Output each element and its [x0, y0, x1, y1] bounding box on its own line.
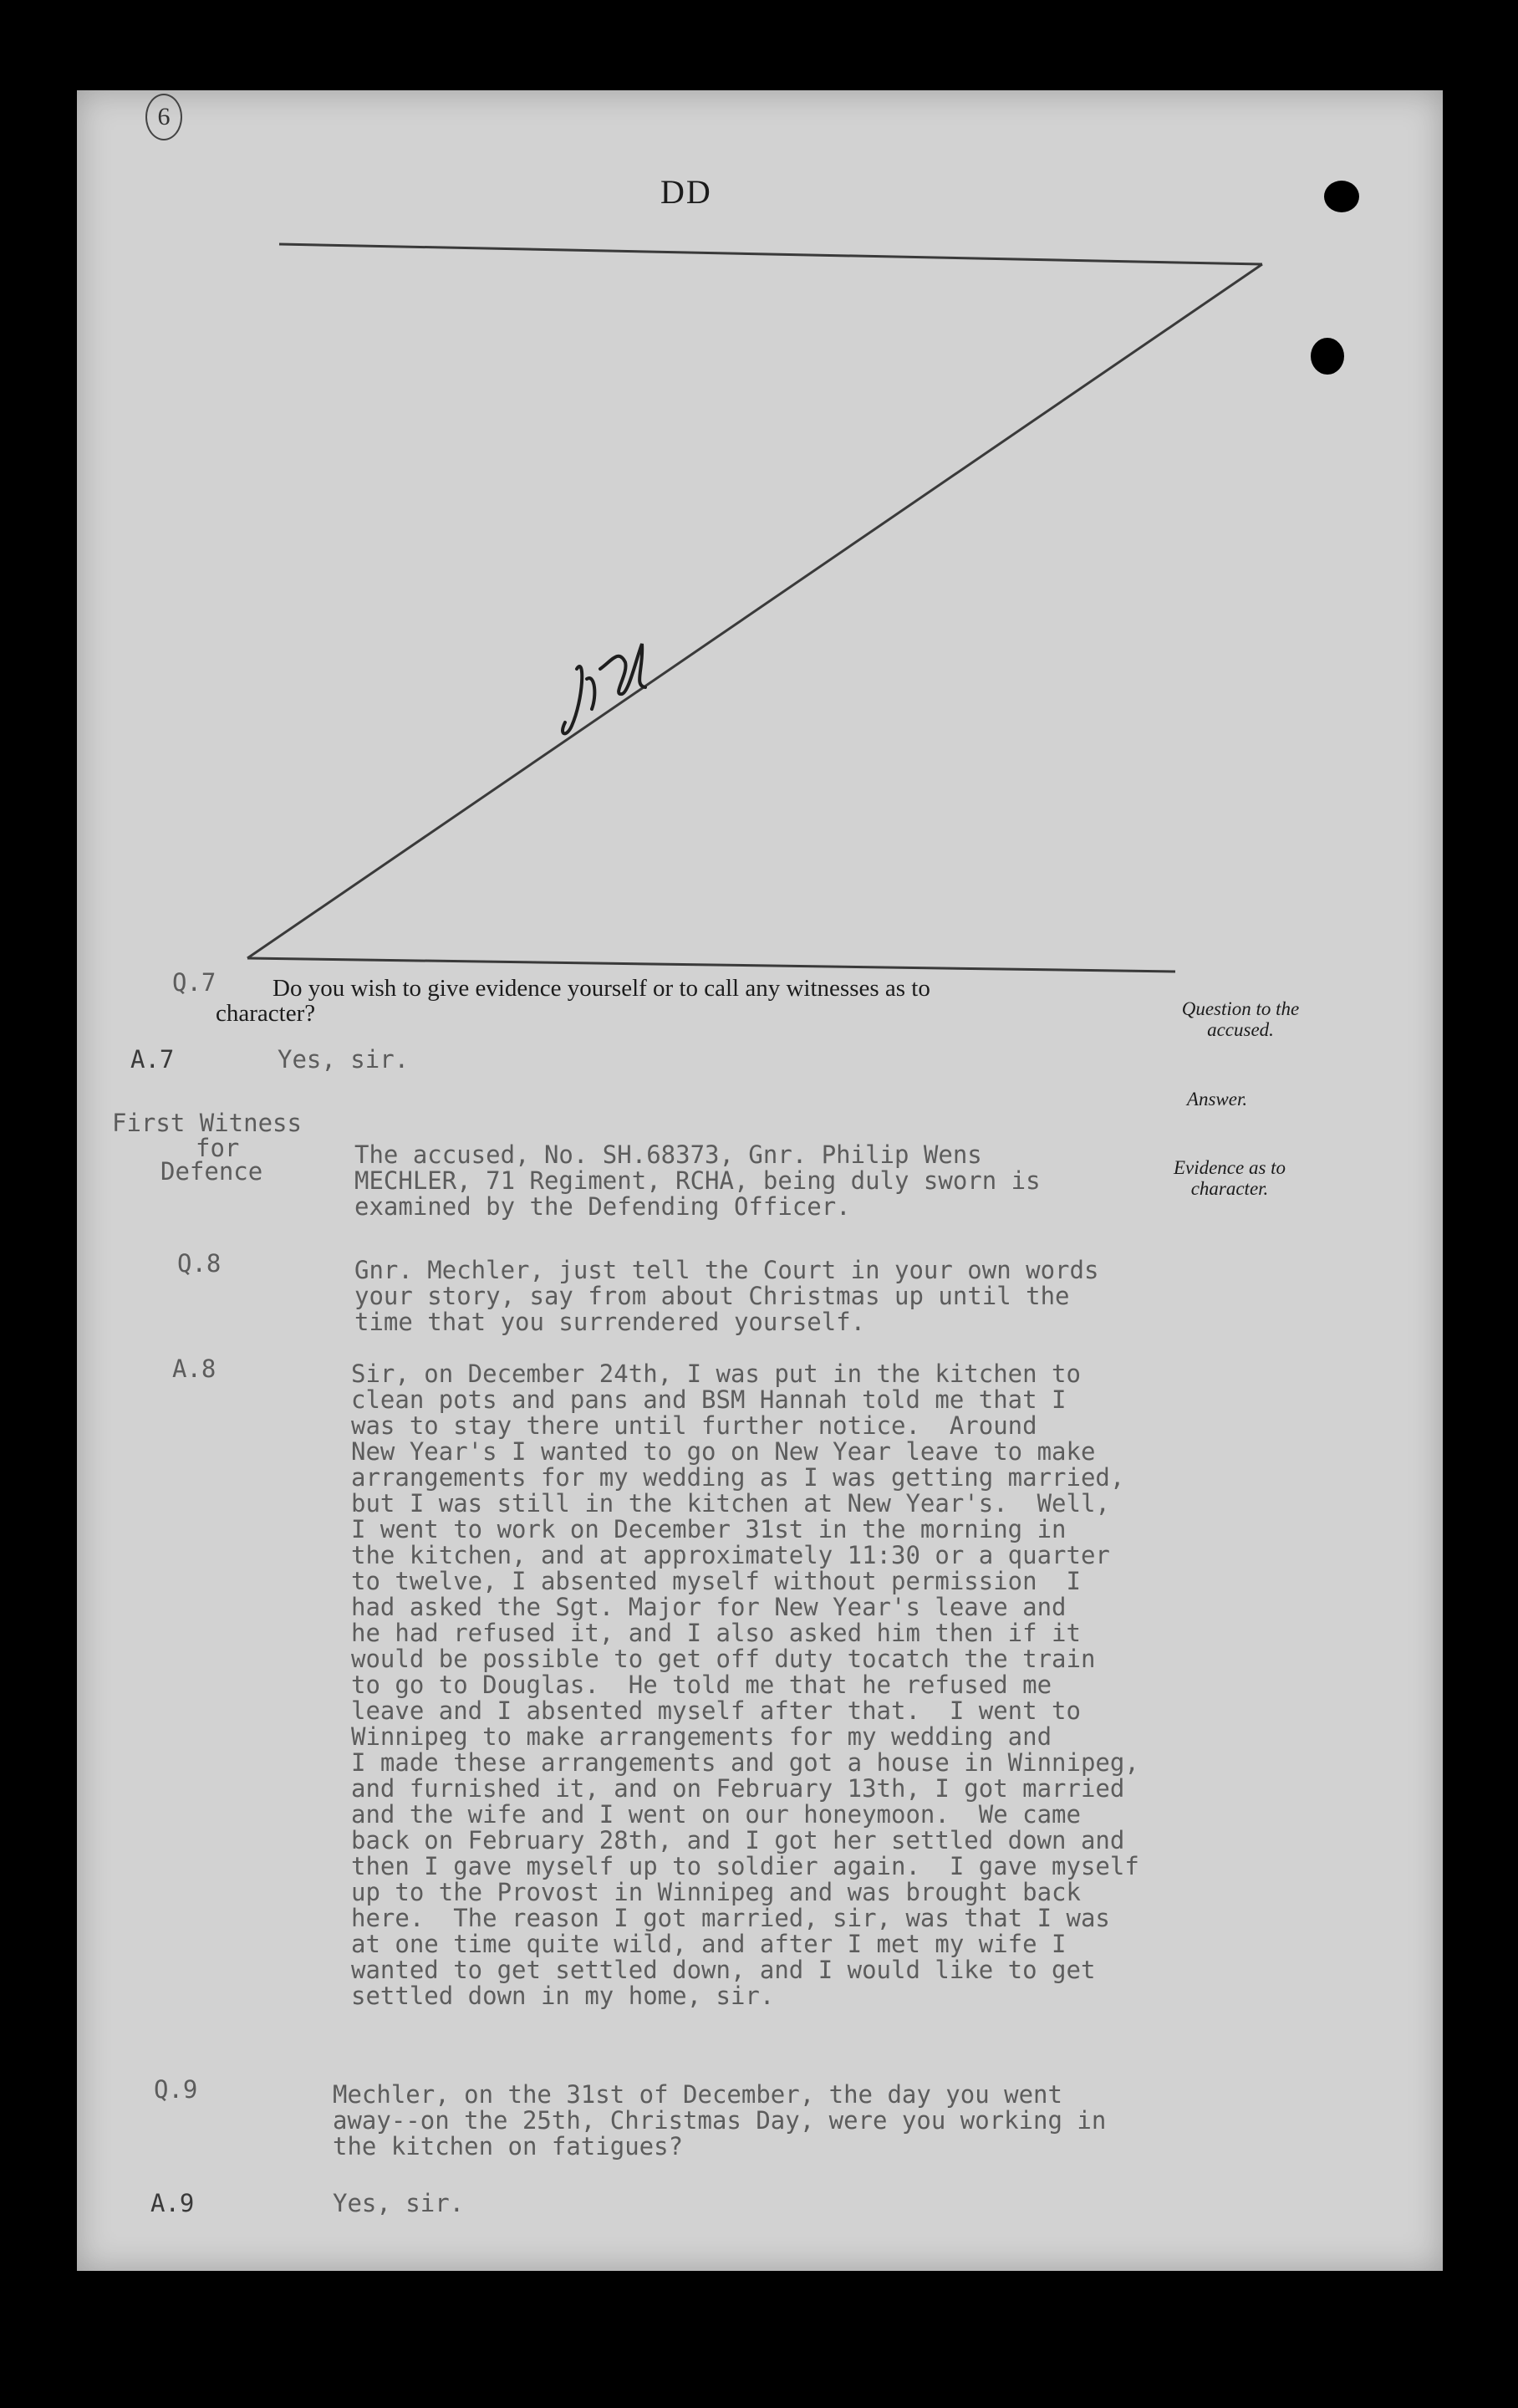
- a7-label: A.7: [130, 1045, 175, 1074]
- q7-line-1: Do you wish to give evidence yourself or to call any witnesses as to: [273, 975, 930, 1002]
- margin-note-evidence: Evidence as to character.: [1173, 1157, 1286, 1199]
- margin-note-question: Question to the accused.: [1181, 998, 1300, 1040]
- q7-label: Q.7: [172, 968, 216, 997]
- a9-text: Yes, sir.: [333, 2189, 465, 2217]
- a8-line: back on February 28th, and I got her settled down and: [351, 1826, 1125, 1854]
- q8-text: [354, 1258, 1098, 1335]
- a8-line: here. The reason I got married, sir, was that I was: [351, 1904, 1110, 1932]
- a8-line: Winnipeg to make arrangements for my wedding and: [351, 1722, 1052, 1751]
- q9-line: the kitchen on fatigues?: [333, 2132, 684, 2161]
- q9-text: [333, 2082, 1106, 2160]
- initials-signature: [563, 644, 645, 733]
- a8-text: [351, 1361, 1139, 2009]
- a8-line: to twelve, I absented myself without permission I: [351, 1567, 1081, 1595]
- q9-line: Mechler, on the 31st of December, the day you went: [333, 2080, 1062, 2109]
- witness-text: [354, 1142, 1041, 1220]
- q9-label: Q.9: [154, 2075, 198, 2104]
- page-number: 6: [145, 94, 182, 140]
- a8-line: arrangements for my wedding as I was getting married,: [351, 1463, 1125, 1492]
- cancelled-area-z: [0, 0, 1518, 1003]
- a8-line: but I was still in the kitchen at New Year's. Well,: [351, 1489, 1110, 1518]
- a8-line: he had refused it, and I also asked him then if it: [351, 1619, 1081, 1647]
- a8-line: up to the Provost in Winnipeg and was brought back: [351, 1878, 1081, 1906]
- witness-heading-line-3: Defence: [160, 1157, 263, 1186]
- z-top-line: [279, 244, 1262, 264]
- witness-heading-line-2: for: [196, 1134, 240, 1162]
- a8-line: had asked the Sgt. Major for New Year's leave and: [351, 1593, 1067, 1621]
- q8-line: Gnr. Mechler, just tell the Court in your own words: [354, 1256, 1099, 1284]
- z-bottom-line: [247, 958, 1175, 972]
- witness-line: The accused, No. SH.68373, Gnr. Philip Wens: [354, 1140, 982, 1169]
- q7-line-2: character?: [216, 1000, 316, 1027]
- q8-label: Q.8: [177, 1249, 222, 1278]
- a8-line: to go to Douglas. He told me that he refused me: [351, 1671, 1052, 1699]
- a8-line: leave and I absented myself after that. I went to: [351, 1696, 1081, 1725]
- a8-line: settled down in my home, sir.: [351, 1982, 775, 2010]
- q9-line: away--on the 25th, Christmas Day, were you working in: [333, 2106, 1107, 2135]
- a8-line: would be possible to get off duty tocatch the train: [351, 1645, 1096, 1673]
- a8-line: was to stay there until further notice. Around: [351, 1411, 1037, 1440]
- a8-line: the kitchen, and at approximately 11:30 or a quarter: [351, 1541, 1110, 1569]
- q8-line: time that you surrendered yourself.: [354, 1308, 866, 1336]
- a8-line: then I gave myself up to soldier again. I gave myself: [351, 1852, 1139, 1880]
- a8-line: Sir, on December 24th, I was put in the kitchen to: [351, 1360, 1081, 1388]
- a8-line: and furnished it, and on February 13th, I got married: [351, 1774, 1125, 1803]
- q8-line: your story, say from about Christmas up until the: [354, 1282, 1070, 1310]
- a8-line: at one time quite wild, and after I met my wife I: [351, 1930, 1067, 1958]
- a8-line: and the wife and I went on our honeymoon. We came: [351, 1800, 1081, 1829]
- a8-line: I went to work on December 31st in the morning in: [351, 1515, 1067, 1543]
- a8-line: New Year's I wanted to go on New Year leave to make: [351, 1437, 1096, 1466]
- a8-label: A.8: [172, 1354, 216, 1383]
- a7-text: Yes, sir.: [278, 1045, 410, 1074]
- a8-line: clean pots and pans and BSM Hannah told me that I: [351, 1385, 1067, 1414]
- witness-line: MECHLER, 71 Regiment, RCHA, being duly sworn is: [354, 1166, 1041, 1195]
- z-diagonal-line: [247, 264, 1262, 958]
- a9-label: A.9: [150, 2189, 195, 2217]
- witness-line: examined by the Defending Officer.: [354, 1192, 851, 1221]
- margin-note-answer: Answer.: [1186, 1089, 1248, 1110]
- witness-heading-line-1: First Witness: [112, 1109, 302, 1137]
- a8-line: wanted to get settled down, and I would like to get: [351, 1956, 1096, 1984]
- a8-line: I made these arrangements and got a house in Winnipeg,: [351, 1748, 1139, 1777]
- form-header-code: DD: [660, 173, 712, 211]
